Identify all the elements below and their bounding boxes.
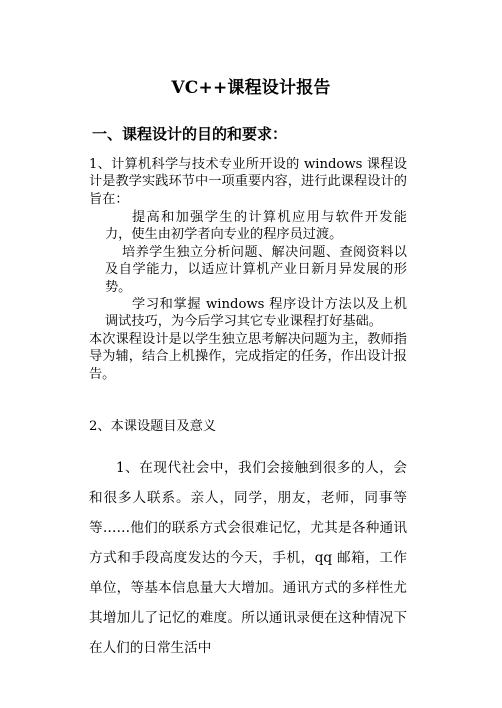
section-heading-2: 2、本课设题目及意义 (89, 419, 217, 434)
paragraph-aim-1: 提高和加强学生的计算机应用与软件开发能力，使生由初学者向专业的程序员过渡。 (105, 210, 407, 243)
paragraph-significance: 1、在现代社会中，我们会接触到很多的人，会和很多人联系。亲人，同学，朋友，老师，同事等等……他们的联系方式会很难记忆，尤其是各种通讯方式和手段高度发达的今天，手机，qq 邮箱，工作单位，等基本信息量大大增加。通讯方式的多样性尤其增加儿了记忆的难度。所以通讯录便在这种情况下在人们的日常生活中 (89, 460, 407, 656)
section-number: 一、 (92, 125, 123, 143)
paragraph-aim-3: 学习和掌握 windows 程序设计方法以及上机调试技巧，为今后学习其它专业课程打好基础。 (105, 297, 407, 330)
paragraph-intro: 1、计算机科学与技术专业所开设的 windows 课程设计是教学实践环节中一项重要内容，进行此课程设计的旨在： (89, 157, 407, 207)
paragraph-aim-2: 培养学生独立分析问题、解决问题、查阅资料以及自学能力，以适应计算机产业日新月异发展的形势。 (105, 245, 407, 295)
section-heading-1 (92, 124, 287, 144)
section-heading-text: 课程设计的目的和要求： (122, 125, 288, 143)
page-title: VC++课程设计报告 (171, 78, 331, 98)
paragraph-summary: 本次课程设计是以学生独立思考解决问题为主，教师指导为辅，结合上机操作，完成指定的任务，作出设计报告。 (89, 332, 407, 382)
